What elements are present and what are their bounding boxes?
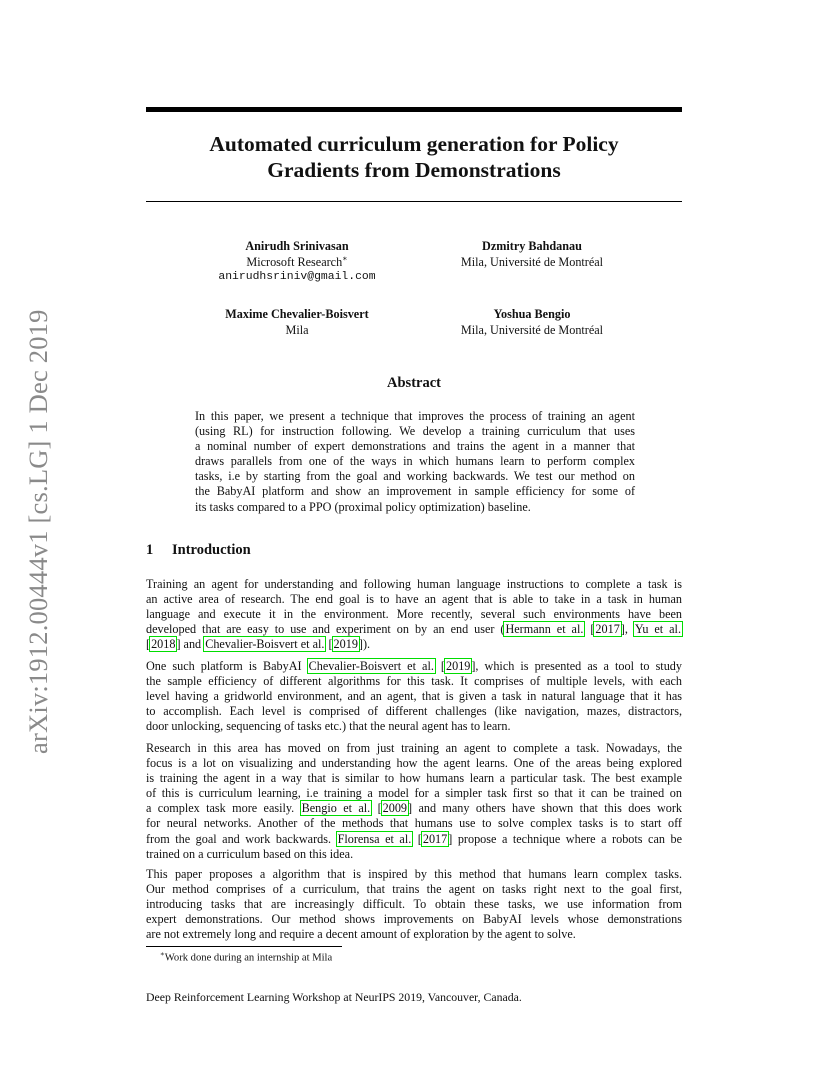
citation-link[interactable]: Chevalier-Boisvert et al.	[308, 659, 434, 673]
text-line: trained on a curriculum based on this idea.	[146, 846, 354, 861]
text-line: a complex task more easily. Bengio et al. [2009] and many others have shown that this does work	[146, 801, 683, 816]
text-line: an active area of research. The end goal is to have an agent that is able to take in a task in human	[146, 592, 682, 607]
title-rule-bottom	[146, 201, 682, 202]
text-line: language and execute it in the environment. More recently, several such environments have been	[146, 607, 682, 622]
footnote-rule	[146, 946, 342, 947]
citation-link[interactable]: Hermann et al.	[505, 622, 584, 637]
title-line: Automated curriculum generation for Policy	[209, 132, 619, 156]
citation-year-link[interactable]: 2017	[595, 622, 620, 637]
arxiv-identifier: arXiv:1912.00444v1 [cs.LG] 1 Dec 2019	[23, 309, 53, 754]
paragraph	[146, 741, 682, 862]
citation-link[interactable]: Yu et al.	[634, 622, 681, 637]
author-affiliation: Microsoft Research∗	[246, 253, 348, 269]
citation-link[interactable]: Bengio et al.	[301, 801, 371, 816]
author-block	[432, 307, 632, 338]
text-line: Research in this area has moved on from just training an agent to complete a task. Nowadays, the	[146, 741, 682, 755]
text-line: to accomplish. Each level is comprised of different challenges (like navigation, mazes, distractors,	[146, 704, 682, 719]
section-title: Introduction	[172, 542, 251, 558]
author-affiliation: Mila, Université de Montréal	[460, 322, 604, 337]
text-line: the sample efficiency of different algorithms for this task. It comprises of multiple levels, with each	[146, 674, 682, 689]
text-line: of this is curriculum learning, i.e training a model for a simpler task first so that it can be trained on	[146, 786, 682, 801]
venue-footer: Deep Reinforcement Learning Workshop at NeurIPS 2019, Vancouver, Canada.	[146, 990, 522, 1004]
citation-year-link[interactable]: 2018	[151, 637, 176, 652]
text-line: from the goal and work backwards. Florensa et al. [2017] propose a technique where a robots can be	[146, 831, 682, 846]
abstract-line: (using RL) for instruction following. We develop a training curriculum that uses	[195, 424, 635, 439]
citation-year-link[interactable]: 2019	[333, 637, 358, 652]
author-block	[432, 239, 632, 270]
citation-year-link[interactable]: 2019	[446, 659, 471, 673]
footnote	[160, 950, 332, 964]
text-line: introducing tasks that are increasingly difficult. To obtain these tasks, we use information from	[146, 897, 682, 912]
text-line: focus is a lot on visualizing and understanding how the agent learns. One of the areas being explored	[146, 756, 682, 771]
text-line: One such platform is BabyAI Chevalier-Boisvert et al. [2019], which is presented as a tool to study	[146, 659, 682, 673]
abstract-line: draws parallels from one of the ways in which humans learn to perform complex	[195, 454, 635, 469]
author-name: Maxime Chevalier-Boisvert	[225, 307, 369, 321]
abstract-heading: Abstract	[387, 375, 441, 391]
text-line: level having a gridworld environment, and an agent, that is given a task in natural language that it has	[146, 689, 682, 704]
author-affiliation: Mila, Université de Montréal	[460, 254, 604, 269]
text-line: expert demonstrations. Our method shows improvements on BabyAI levels whose demonstrations	[146, 912, 682, 927]
abstract-line: a nominal number of expert demonstrations and trains the agent in a manner that	[195, 439, 635, 454]
citation-year-link[interactable]: 2009	[382, 801, 408, 816]
footnote-mark: ∗	[160, 950, 165, 958]
text-line: Our method comprises of a curriculum, that trains the agent on tasks right next to the goal first,	[146, 882, 682, 897]
citation-link[interactable]: Florensa et al.	[337, 831, 412, 846]
citation-link[interactable]: Chevalier-Boisvert et al.	[205, 637, 325, 652]
author-email[interactable]: anirudhsriniv@gmail.com	[218, 271, 376, 283]
text-line: This paper proposes a algorithm that is inspired by this method that humans learn complex tasks.	[146, 867, 682, 881]
author-affiliation: Mila	[285, 322, 309, 337]
paragraph	[146, 577, 682, 652]
abstract-line: the BabyAI platform and show an improvement in sample efficiency for some of	[195, 484, 635, 499]
author-block	[197, 307, 397, 338]
paper-title	[146, 131, 682, 183]
author-block	[197, 239, 397, 286]
section-heading	[146, 542, 251, 559]
abstract-body	[195, 409, 635, 515]
footnote-mark: ∗	[342, 253, 348, 263]
section-number: 1	[146, 542, 154, 558]
text-line: developed that are easy to use and experiment on by an end user (Hermann et al. [2017], Yu et al.	[146, 622, 681, 637]
author-name: Dzmitry Bahdanau	[482, 239, 582, 253]
footnote-text: Work done during an internship at Mila	[164, 952, 333, 964]
abstract-line: tasks, i.e by starting from the goal and working backwards. We test our method on	[195, 469, 635, 484]
abstract-line: In this paper, we present a technique that improves the process of training an agent	[195, 409, 635, 423]
title-line: Gradients from Demonstrations	[267, 158, 561, 182]
author-name: Yoshua Bengio	[493, 307, 571, 321]
paragraph	[146, 659, 682, 734]
text-line: for neural networks. Another of the methods that humans use to solve complex tasks is to start off	[146, 816, 682, 831]
author-name: Anirudh Srinivasan	[245, 239, 349, 253]
abstract-line: its tasks compared to a PPO (proximal policy optimization) baseline.	[195, 499, 531, 514]
text-line: [2018] and Chevalier-Boisvert et al. [2019]).	[146, 637, 371, 652]
citation-year-link[interactable]: 2017	[422, 831, 448, 846]
title-rule-top	[146, 107, 682, 112]
text-line: is training the agent in a way that is similar to how humans learn a particular task. The best example	[146, 771, 682, 786]
paragraph	[146, 867, 682, 942]
text-line: are not extremely long and require a decent amount of exploration by the agent to solve.	[146, 927, 576, 942]
text-line: door unlocking, sequencing of tasks etc.) that the neural agent has to learn.	[146, 719, 511, 734]
text-line: Training an agent for understanding and following human language instructions to complete a task is	[146, 577, 682, 591]
